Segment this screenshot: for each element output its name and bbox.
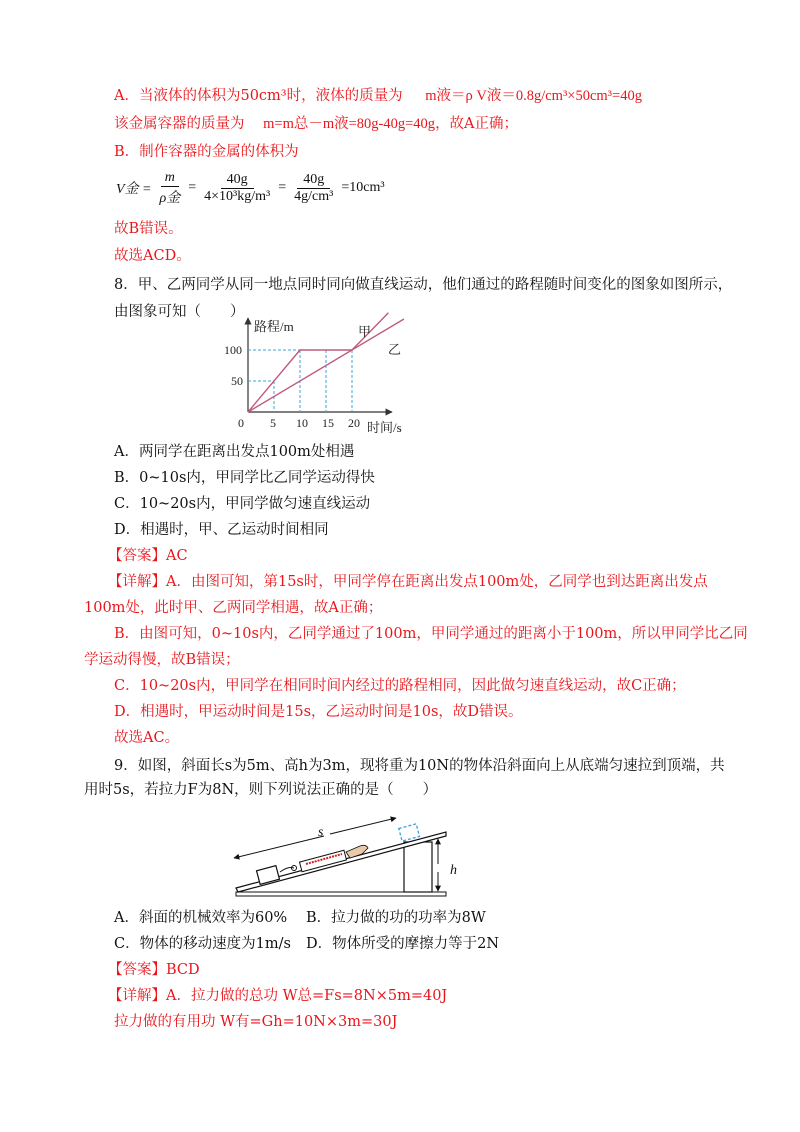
y-tick-50: 50: [231, 374, 243, 388]
q8-detail-2: 100m处，此时甲、乙两同学相遇，故A正确；: [84, 600, 383, 616]
q9-detail-1: 【详解】A．拉力做的总功 W总=Fs=8N×5m=40J: [108, 988, 448, 1004]
q9-stem-2: 用时5s，若拉力F为8N，则下列说法正确的是（ ）: [84, 782, 438, 798]
q9-option-b: B．拉力做的功的功率为8W: [306, 910, 486, 926]
q8-detail-7: 故选AC。: [114, 730, 180, 746]
q9-answer: 【答案】BCD: [108, 962, 200, 978]
x-axis-label: 时间/s: [367, 420, 402, 435]
y-tick-100: 100: [224, 343, 242, 357]
q8-option-a: A．两同学在距离出发点100m处相遇: [114, 444, 355, 460]
q9-option-d: D．物体所受的摩擦力等于2N: [306, 936, 500, 952]
line-b1: B．制作容器的金属的体积为: [114, 144, 299, 160]
line-a2: 该金属容器的质量为 m=m总－m液=80g-40g=40g，故A正确；: [114, 116, 519, 132]
s-arrow: [234, 836, 324, 858]
formula-container-mass: m=m总－m液=80g-40g=40g: [263, 116, 436, 132]
distance-time-chart: [222, 312, 422, 440]
x-tick-15: 15: [322, 416, 334, 430]
support-block: [404, 842, 432, 892]
q8-stem-2: 由图象可知（ ）: [114, 304, 245, 320]
x-tick-10: 10: [296, 416, 308, 430]
series-label-jia: 甲: [358, 324, 372, 339]
q8-detail-1: 【详解】A．由图可知，第15s时，甲同学停在距离出发点100m处，乙同学也到达距离出发点: [108, 574, 708, 590]
q8-detail-6: D．相遇时，甲运动时间是15s，乙运动时间是10s，故D错误。: [114, 704, 523, 720]
s-label: s: [318, 825, 324, 840]
q9-option-c: C．物体的移动速度为1m/s: [114, 936, 291, 952]
y-axis-label: 路程/m: [254, 319, 294, 334]
q8-detail-5: C．10~20s内，甲同学在相同时间内经过的路程相同，因此做匀速直线运动，故C正确；: [114, 678, 686, 694]
x-tick-5: 5: [270, 416, 276, 430]
q9-detail-2: 拉力做的有用功 W有=Gh=10N×3m=30J: [114, 1014, 398, 1030]
object-box-top-dashed: [399, 824, 420, 841]
q8-option-b: B．0~10s内，甲同学比乙同学运动得快: [114, 470, 375, 486]
incline-diagram: [224, 806, 474, 900]
series-label-yi: 乙: [388, 342, 402, 357]
q9-stem-1: 9．如图，斜面长s为5m、高h为3m，现将重为10N的物体沿斜面向上从底端匀速拉到顶端，共: [114, 758, 725, 774]
q8-answer: 【答案】AC: [108, 548, 188, 564]
x-tick-0: 0: [238, 416, 244, 430]
q8-option-d: D．相遇时，甲、乙运动时间相同: [114, 522, 329, 538]
q8-stem-1: 8．甲、乙两同学从同一地点同时同向做直线运动，他们通过的路程随时间变化的图象如图所示，: [114, 277, 733, 293]
x-tick-20: 20: [348, 416, 360, 430]
h-label: h: [450, 863, 457, 878]
q8-option-c: C．10~20s内，甲同学做匀速直线运动: [114, 496, 371, 512]
line-choose-acd: 故选ACD。: [114, 248, 191, 264]
q9-option-a: A．斜面的机械效率为60%: [114, 910, 288, 926]
q8-detail-3: B．由图可知，0~10s内，乙同学通过了100m，甲同学通过的距离小于100m，所以甲同学比乙同: [114, 626, 748, 642]
formula-liquid-mass: m液＝ρ V液＝0.8g/cm³×50cm³=40g: [425, 88, 642, 104]
line-b-wrong: 故B错误。: [114, 221, 183, 237]
q8-detail-4: 学运动得慢，故B错误；: [84, 652, 240, 668]
line-a1: A．当液体的体积为50cm³时，液体的质量为 m液＝ρ V液＝0.8g/cm³×50cm³=40g: [114, 88, 642, 104]
volume-formula: V金 = m ρ金 = $\frac{40g}{\text{4×10³kg/m³}}$ = $\frac{40g}{\text{4g/cm³}}$ =10cm³: [116, 169, 385, 206]
